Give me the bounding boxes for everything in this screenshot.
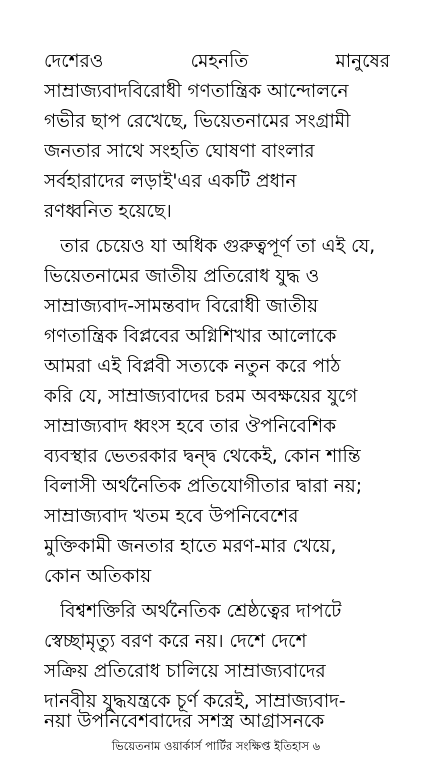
text-line: সাম্রাজ্যবাদ-সামন্তবাদ বিরোধী জাতীয়	[44, 296, 319, 317]
text-line: রণধ্বনিত হয়েছে।	[44, 201, 172, 222]
text-line: ভিয়েতনামের জাতীয় প্রতিরোধ যুদ্ধ ও	[44, 266, 320, 287]
text-line: সাম্রাজ্যবাদবিরোধী গণতান্ত্রিক আন্দোলনে	[44, 81, 349, 102]
text-line: মুক্তিকামী জনতার হাতে মরণ-মার খেয়ে,	[44, 536, 337, 557]
text-line: নয়া উপনিবেশবাদের সশস্ত্র আগ্রাসনকে	[44, 711, 325, 732]
paragraph-start-line: বিশ্বশক্তিরি অর্থনৈতিক শ্রেষ্ঠত্বের দাপটে	[60, 601, 342, 622]
word: মানুষের	[335, 51, 390, 72]
text-line: ব্যবস্থার ভেতরকার দ্বন্দ্ব থেকেই, কোন শান্তি	[44, 446, 361, 467]
paragraph-start-line: তার চেয়েও যা অধিক গুরুত্বপূর্ণ তা এই যে,	[60, 236, 376, 257]
text-line: সক্রিয় প্রতিরোধ চালিয়ে সাম্রাজ্যবাদের	[44, 661, 326, 682]
page-footer: ভিয়েতনাম ওয়ার্কার্স পার্টির সংক্ষিপ্ত ইতিহাস ৬	[111, 739, 321, 753]
word: মেহনতি	[190, 51, 249, 72]
text-line: সর্বহারাদের লড়াই'এর একটি প্রধান	[44, 171, 297, 192]
text-line: সাম্রাজ্যবাদ খতম হবে উপনিবেশের	[44, 506, 299, 527]
text-line: আমরা এই বিপ্লবী সত্যকে নতুন করে পাঠ	[44, 356, 341, 377]
text-line: বিলাসী অর্থনৈতিক প্রতিযোগীতার দ্বারা নয়;	[44, 476, 363, 497]
text-line: জনতার সাথে সংহতি ঘোষণা বাংলার	[44, 141, 315, 162]
text-line	[44, 47, 390, 77]
text-line: কোন অতিকায়	[44, 566, 152, 587]
text-line: স্বেচ্ছামৃত্যু বরণ করে নয়। দেশে দেশে	[44, 631, 307, 652]
text-line: সাম্রাজ্যবাদ ধ্বংস হবে তার ঔপনিবেশিক	[44, 416, 337, 437]
text-line: দানবীয় যুদ্ধযন্ত্রকে চূর্ণ করেই, সাম্রাজ্যবাদ-	[44, 691, 346, 712]
word: দেশেরও	[44, 51, 104, 72]
text-line: করি যে, সাম্রাজ্যবাদের চরম অবক্ষয়ের যুগে	[44, 386, 358, 407]
text-line: গভীর ছাপ রেখেছে, ভিয়েতনামের সংগ্রামী	[44, 111, 351, 132]
text-line: গণতান্ত্রিক বিপ্লবের অগ্নিশিখার আলোকে	[44, 326, 337, 347]
